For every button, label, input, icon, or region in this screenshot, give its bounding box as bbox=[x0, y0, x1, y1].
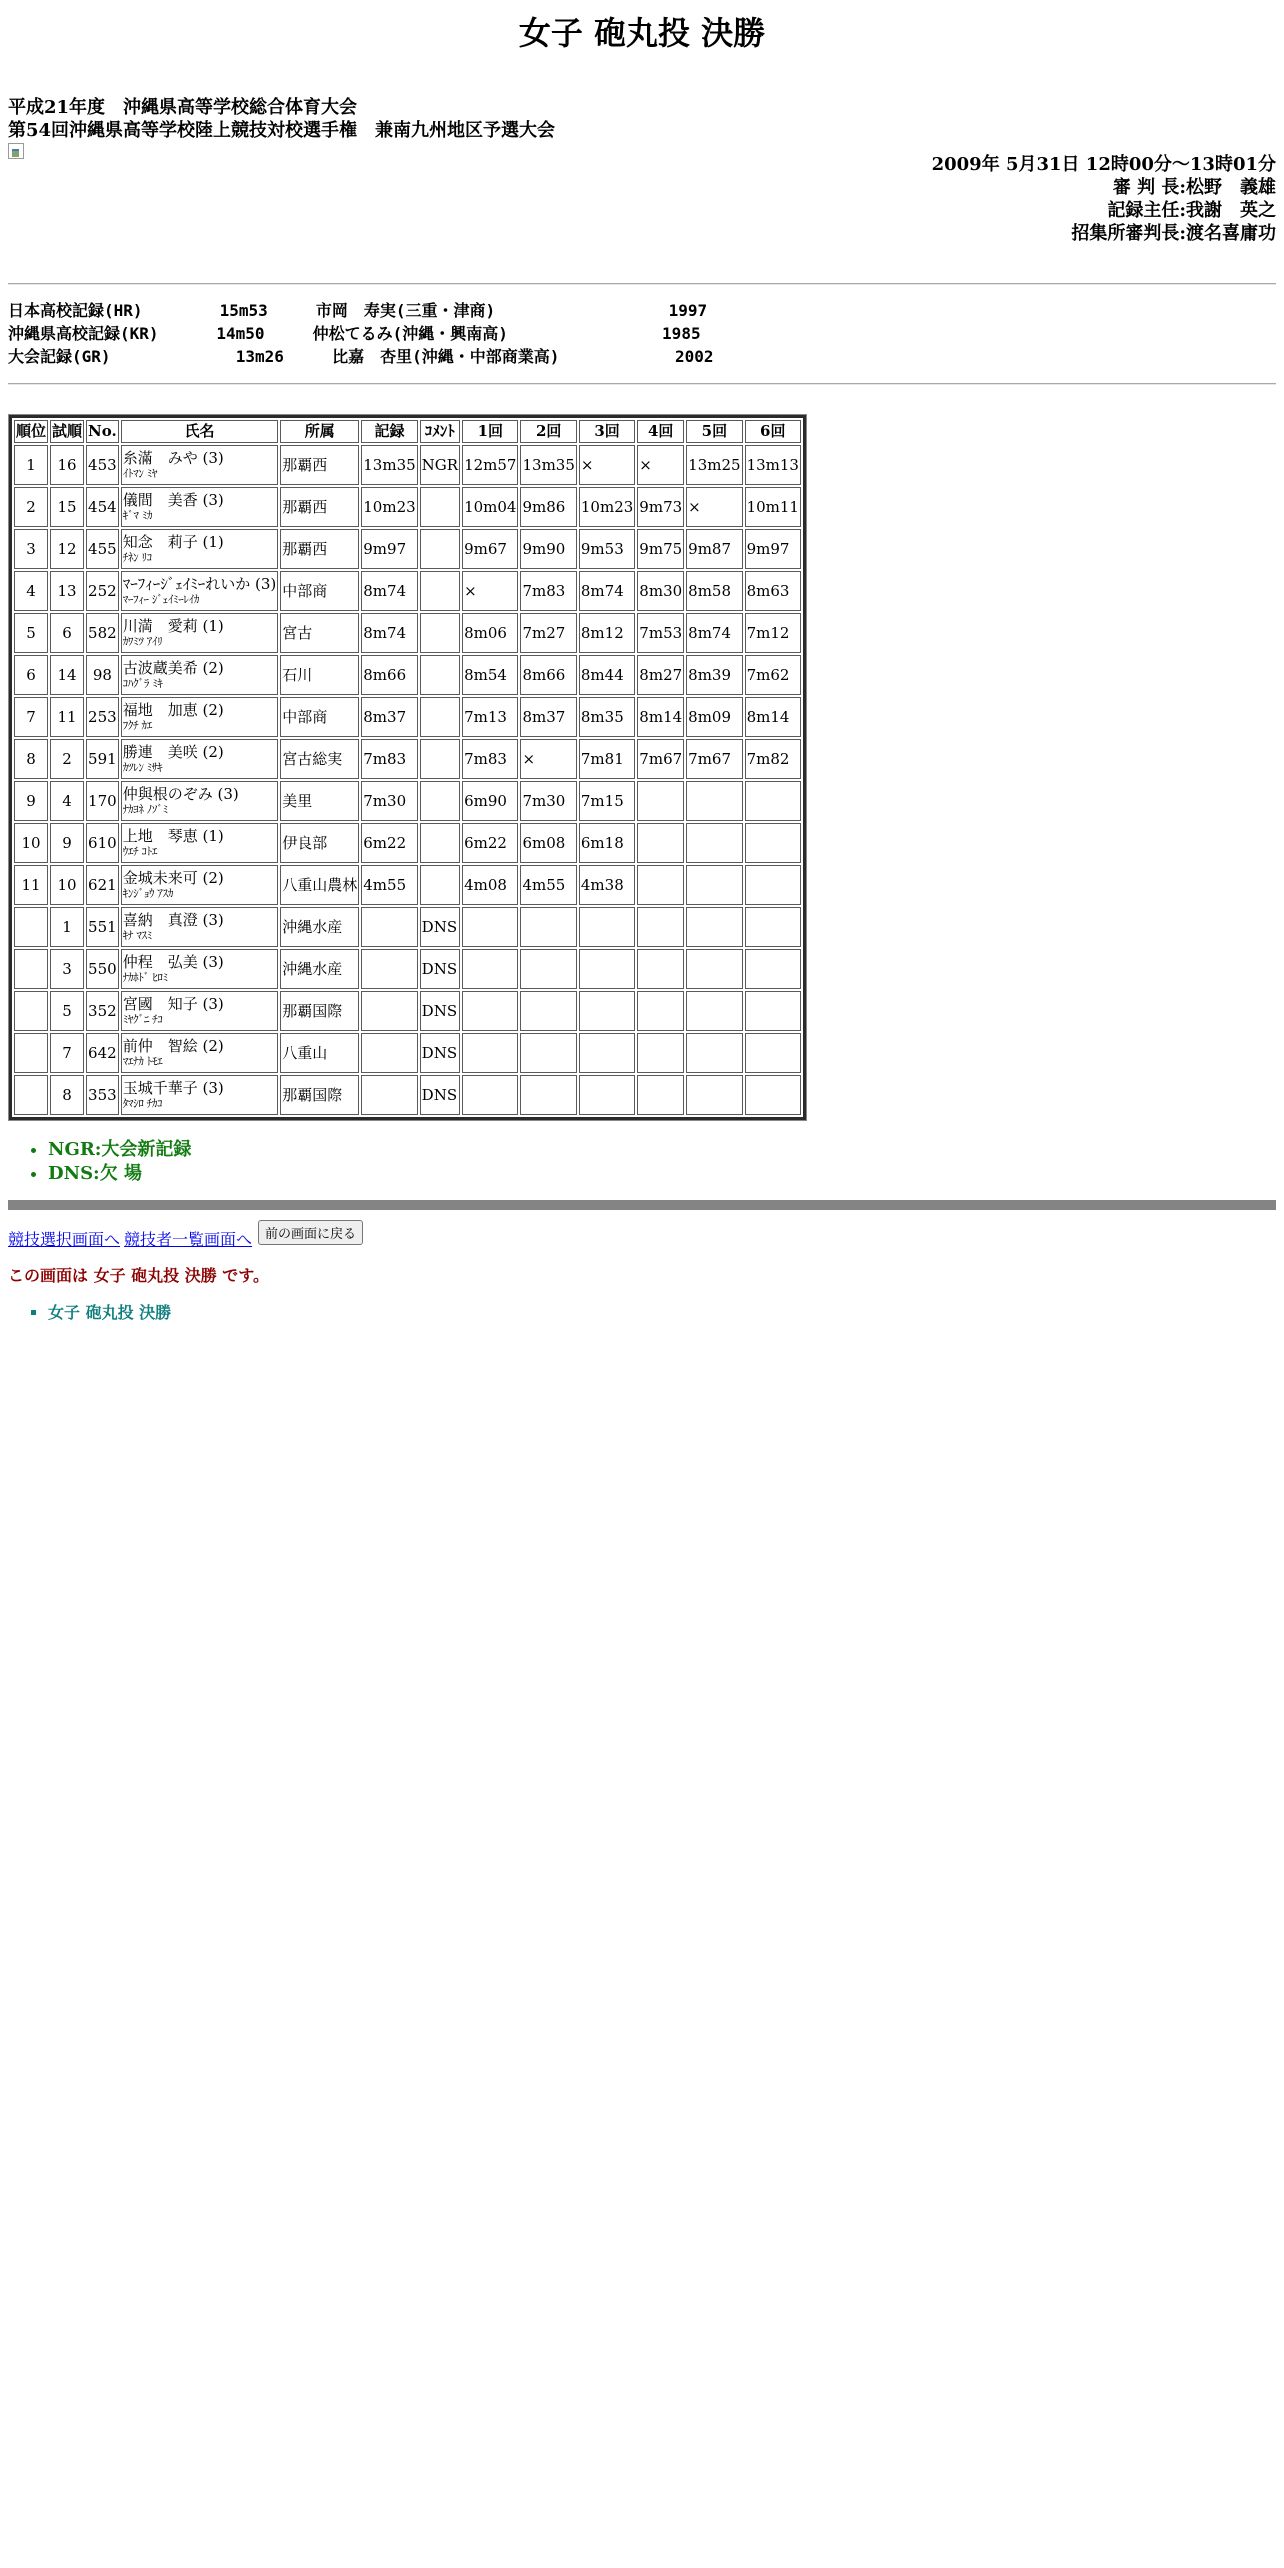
trial-5-cell: 9m87 bbox=[686, 529, 742, 569]
order-cell: 16 bbox=[50, 445, 84, 485]
trial-4-cell bbox=[637, 1075, 684, 1115]
record-cell bbox=[361, 949, 417, 989]
athlete-name-kana: ｲﾄﾏﾝ ﾐﾔ bbox=[122, 467, 158, 480]
order-cell: 14 bbox=[50, 655, 84, 695]
trial-3-cell: 7m15 bbox=[579, 781, 635, 821]
athlete-name: 仲與根のぞみ (3) bbox=[122, 785, 239, 803]
comment-cell: DNS bbox=[420, 949, 460, 989]
current-event-item: ▪ 女子 砲丸投 決勝 bbox=[48, 1300, 1276, 1323]
order-cell: 12 bbox=[50, 529, 84, 569]
column-header: 記録 bbox=[361, 420, 417, 443]
column-header: 5回 bbox=[686, 420, 742, 443]
name-cell bbox=[121, 865, 279, 905]
trial-2-cell: 7m83 bbox=[520, 571, 576, 611]
table-row bbox=[14, 655, 801, 695]
rank-cell: 6 bbox=[14, 655, 48, 695]
order-cell: 15 bbox=[50, 487, 84, 527]
record-cell: 9m97 bbox=[361, 529, 417, 569]
table-row bbox=[14, 823, 801, 863]
table-row bbox=[14, 487, 801, 527]
order-cell: 10 bbox=[50, 865, 84, 905]
trial-4-cell: 7m67 bbox=[637, 739, 684, 779]
team-cell: 宮古総実 bbox=[280, 739, 359, 779]
name-cell bbox=[121, 613, 279, 653]
comment-cell: DNS bbox=[420, 991, 460, 1031]
bib-number-cell: 454 bbox=[86, 487, 119, 527]
trial-4-cell bbox=[637, 907, 684, 947]
record-cell: 4m55 bbox=[361, 865, 417, 905]
record-hr: 日本高校記録(HR) 15m53 市岡 寿実(三重・津商) 1997 bbox=[8, 301, 708, 320]
record-cell: 8m74 bbox=[361, 571, 417, 611]
table-row bbox=[14, 991, 801, 1031]
comment-cell bbox=[420, 697, 460, 737]
trial-1-cell: 10m04 bbox=[462, 487, 518, 527]
trial-5-cell bbox=[686, 1033, 742, 1073]
comment-cell bbox=[420, 739, 460, 779]
trial-2-cell: × bbox=[520, 739, 576, 779]
trial-4-cell bbox=[637, 781, 684, 821]
name-cell bbox=[121, 991, 279, 1031]
bib-number-cell: 582 bbox=[86, 613, 119, 653]
name-cell bbox=[121, 445, 279, 485]
trial-1-cell: 8m06 bbox=[462, 613, 518, 653]
bib-number-cell: 453 bbox=[86, 445, 119, 485]
trial-4-cell bbox=[637, 949, 684, 989]
comment-cell bbox=[420, 865, 460, 905]
back-button[interactable]: 前の画面に戻る bbox=[258, 1220, 363, 1245]
name-cell bbox=[121, 655, 279, 695]
team-cell: 八重山 bbox=[280, 1033, 359, 1073]
trial-3-cell: 7m81 bbox=[579, 739, 635, 779]
bib-number-cell: 253 bbox=[86, 697, 119, 737]
bib-number-cell: 353 bbox=[86, 1075, 119, 1115]
rank-cell: 2 bbox=[14, 487, 48, 527]
rank-cell bbox=[14, 1075, 48, 1115]
record-cell: 8m66 bbox=[361, 655, 417, 695]
athlete-name-kana: ﾀﾏｼﾛ ﾁｶｺ bbox=[122, 1097, 163, 1110]
rank-cell: 10 bbox=[14, 823, 48, 863]
athlete-name-kana: ｳｴﾁ ｺﾄｴ bbox=[122, 845, 158, 858]
trial-5-cell: 8m74 bbox=[686, 613, 742, 653]
table-row bbox=[14, 781, 801, 821]
call-room-referee: 招集所審判長:渡名喜庸功 bbox=[1071, 223, 1276, 244]
trial-3-cell: 6m18 bbox=[579, 823, 635, 863]
trial-3-cell: 8m12 bbox=[579, 613, 635, 653]
trial-1-cell bbox=[462, 1033, 518, 1073]
screen-note: この画面は 女子 砲丸投 決勝 です。 bbox=[8, 1266, 270, 1285]
trial-3-cell: 9m53 bbox=[579, 529, 635, 569]
name-cell bbox=[121, 487, 279, 527]
comment-cell: DNS bbox=[420, 907, 460, 947]
competition-datetime: 2009年 5月31日 12時00分～13時01分 bbox=[931, 154, 1276, 175]
athlete-name: 仲程 弘美 (3) bbox=[122, 953, 224, 971]
trial-1-cell: 7m13 bbox=[462, 697, 518, 737]
trial-6-cell bbox=[745, 1075, 801, 1115]
broken-image-icon bbox=[8, 143, 24, 159]
trial-1-cell: 8m54 bbox=[462, 655, 518, 695]
record-cell: 8m74 bbox=[361, 613, 417, 653]
nav-bar bbox=[8, 1226, 1276, 1251]
trial-1-cell bbox=[462, 991, 518, 1031]
trial-4-cell: 9m75 bbox=[637, 529, 684, 569]
comment-cell bbox=[420, 823, 460, 863]
rank-cell: 9 bbox=[14, 781, 48, 821]
trial-2-cell bbox=[520, 991, 576, 1031]
legend-ngr: • NGR:大会新記録 bbox=[48, 1138, 1276, 1162]
trial-2-cell bbox=[520, 1033, 576, 1073]
record-cell: 7m83 bbox=[361, 739, 417, 779]
trial-5-cell: 8m58 bbox=[686, 571, 742, 611]
trial-6-cell: 13m13 bbox=[745, 445, 801, 485]
order-cell: 6 bbox=[50, 613, 84, 653]
trial-4-cell: 7m53 bbox=[637, 613, 684, 653]
comment-cell bbox=[420, 613, 460, 653]
athlete-name-kana: ｷﾞﾏ ﾐｶ bbox=[122, 509, 153, 522]
athlete-name: 知念 莉子 (1) bbox=[122, 533, 224, 551]
athlete-name: 喜納 真澄 (3) bbox=[122, 911, 224, 929]
trial-3-cell: 4m38 bbox=[579, 865, 635, 905]
comment-cell bbox=[420, 529, 460, 569]
order-cell: 5 bbox=[50, 991, 84, 1031]
order-cell: 1 bbox=[50, 907, 84, 947]
team-cell: 那覇西 bbox=[280, 487, 359, 527]
bib-number-cell: 551 bbox=[86, 907, 119, 947]
trial-1-cell: 4m08 bbox=[462, 865, 518, 905]
trial-6-cell: 10m11 bbox=[745, 487, 801, 527]
trial-6-cell: 9m97 bbox=[745, 529, 801, 569]
athlete-name: 儀間 美香 (3) bbox=[122, 491, 224, 509]
referee: 審 判 長:松野 義雄 bbox=[1112, 177, 1276, 198]
record-cell bbox=[361, 907, 417, 947]
trial-1-cell: 7m83 bbox=[462, 739, 518, 779]
name-cell bbox=[121, 739, 279, 779]
team-cell: 沖縄水産 bbox=[280, 949, 359, 989]
athlete-name-kana: ﾅｶﾎﾄﾞ ﾋﾛﾐ bbox=[122, 971, 168, 984]
trial-6-cell bbox=[745, 949, 801, 989]
team-cell: 美里 bbox=[280, 781, 359, 821]
trial-1-cell bbox=[462, 1075, 518, 1115]
trial-1-cell: × bbox=[462, 571, 518, 611]
trial-6-cell: 8m14 bbox=[745, 697, 801, 737]
team-cell: 宮古 bbox=[280, 613, 359, 653]
order-cell: 8 bbox=[50, 1075, 84, 1115]
name-cell bbox=[121, 697, 279, 737]
column-header: 2回 bbox=[520, 420, 576, 443]
athlete-name-kana: ﾏｰﾌｨｰ ｼﾞｪｲﾐｰﾚｲｶ bbox=[122, 593, 200, 606]
table-row bbox=[14, 613, 801, 653]
table-row bbox=[14, 445, 801, 485]
table-row bbox=[14, 949, 801, 989]
team-cell: 那覇国際 bbox=[280, 1075, 359, 1115]
athlete-name: 玉城千華子 (3) bbox=[122, 1079, 224, 1097]
trial-3-cell bbox=[579, 949, 635, 989]
column-header: 4回 bbox=[637, 420, 684, 443]
bib-number-cell: 591 bbox=[86, 739, 119, 779]
rank-cell: 4 bbox=[14, 571, 48, 611]
trial-3-cell bbox=[579, 1033, 635, 1073]
column-header: 試順 bbox=[50, 420, 84, 443]
trial-4-cell: 8m14 bbox=[637, 697, 684, 737]
order-cell: 13 bbox=[50, 571, 84, 611]
trial-4-cell: 8m30 bbox=[637, 571, 684, 611]
rank-cell: 8 bbox=[14, 739, 48, 779]
athlete-name: 福地 加恵 (2) bbox=[122, 701, 224, 719]
trial-4-cell bbox=[637, 865, 684, 905]
athlete-name: 糸滿 みや (3) bbox=[122, 449, 224, 467]
record-cell bbox=[361, 1075, 417, 1115]
athlete-name-kana: ﾁﾈﾝ ﾘｺ bbox=[122, 551, 152, 564]
bib-number-cell: 550 bbox=[86, 949, 119, 989]
column-header: 氏名 bbox=[121, 420, 279, 443]
table-row bbox=[14, 865, 801, 905]
column-header: 順位 bbox=[14, 420, 48, 443]
bib-number-cell: 352 bbox=[86, 991, 119, 1031]
trial-5-cell bbox=[686, 1075, 742, 1115]
team-cell: 中部商 bbox=[280, 571, 359, 611]
trial-2-cell: 13m35 bbox=[520, 445, 576, 485]
athlete-name: 上地 琴恵 (1) bbox=[122, 827, 224, 845]
athlete-name-kana: ﾌｸﾁ ｶｴ bbox=[122, 719, 152, 732]
table-row bbox=[14, 907, 801, 947]
athlete-name: 古波蔵美希 (2) bbox=[122, 659, 224, 677]
event-select-link[interactable]: 競技選択画面へ bbox=[8, 1230, 121, 1249]
athlete-name: 宮國 知子 (3) bbox=[122, 995, 224, 1013]
trial-6-cell: 7m62 bbox=[745, 655, 801, 695]
trial-3-cell: 8m44 bbox=[579, 655, 635, 695]
page-title: 女子 砲丸投 決勝 bbox=[518, 14, 766, 52]
trial-5-cell bbox=[686, 823, 742, 863]
athlete-name: 金城未来可 (2) bbox=[122, 869, 224, 887]
record-cell: 7m30 bbox=[361, 781, 417, 821]
bib-number-cell: 642 bbox=[86, 1033, 119, 1073]
name-cell bbox=[121, 781, 279, 821]
team-cell: 那覇西 bbox=[280, 529, 359, 569]
trial-1-cell: 9m67 bbox=[462, 529, 518, 569]
trial-1-cell: 6m90 bbox=[462, 781, 518, 821]
table-row bbox=[14, 739, 801, 779]
order-cell: 9 bbox=[50, 823, 84, 863]
legend-dns: • DNS:欠 場 bbox=[48, 1162, 1276, 1186]
athlete-name-kana: ﾏｴﾅｶ ﾄﾓｴ bbox=[122, 1055, 163, 1068]
order-cell: 2 bbox=[50, 739, 84, 779]
trial-4-cell: × bbox=[637, 445, 684, 485]
current-event-list bbox=[8, 1300, 1276, 1323]
team-cell: 伊良部 bbox=[280, 823, 359, 863]
athlete-name: 川満 愛莉 (1) bbox=[122, 617, 224, 635]
trial-6-cell: 7m12 bbox=[745, 613, 801, 653]
trial-4-cell bbox=[637, 991, 684, 1031]
chief-recorder: 記録主任:我謝 英之 bbox=[1107, 200, 1276, 221]
order-cell: 11 bbox=[50, 697, 84, 737]
record-gr: 大会記録(GR) 13m26 比嘉 杏里(沖縄・中部商業高) 2002 bbox=[8, 347, 714, 366]
trial-5-cell bbox=[686, 865, 742, 905]
column-header: 1回 bbox=[462, 420, 518, 443]
column-header: 6回 bbox=[745, 420, 801, 443]
team-cell: 八重山農林 bbox=[280, 865, 359, 905]
table-row bbox=[14, 529, 801, 569]
results-table bbox=[9, 415, 806, 1120]
trial-5-cell bbox=[686, 991, 742, 1031]
trial-6-cell bbox=[745, 1033, 801, 1073]
header-row bbox=[14, 420, 801, 443]
comment-cell bbox=[420, 655, 460, 695]
record-cell: 13m35 bbox=[361, 445, 417, 485]
athlete-name: 前仲 智絵 (2) bbox=[122, 1037, 224, 1055]
trial-4-cell bbox=[637, 1033, 684, 1073]
rank-cell bbox=[14, 907, 48, 947]
rank-cell bbox=[14, 1033, 48, 1073]
trial-3-cell: × bbox=[579, 445, 635, 485]
trial-4-cell bbox=[637, 823, 684, 863]
trial-3-cell bbox=[579, 907, 635, 947]
team-cell: 沖縄水産 bbox=[280, 907, 359, 947]
athlete-name-kana: ﾅｶﾖﾈ ﾉｿﾞﾐ bbox=[122, 803, 168, 816]
thick-divider bbox=[8, 1200, 1276, 1210]
trial-5-cell: × bbox=[686, 487, 742, 527]
trial-6-cell bbox=[745, 865, 801, 905]
athlete-name-kana: ﾐﾔｸﾞﾆ ﾁｺ bbox=[122, 1013, 163, 1026]
column-header: 3回 bbox=[579, 420, 635, 443]
name-cell bbox=[121, 907, 279, 947]
trial-2-cell bbox=[520, 1075, 576, 1115]
name-cell bbox=[121, 949, 279, 989]
team-cell: 中部商 bbox=[280, 697, 359, 737]
trial-3-cell bbox=[579, 991, 635, 1031]
athlete-name-kana: ｺﾊｸﾞﾗ ﾐｷ bbox=[122, 677, 163, 690]
record-cell: 6m22 bbox=[361, 823, 417, 863]
legend bbox=[8, 1138, 1276, 1186]
trial-2-cell: 6m08 bbox=[520, 823, 576, 863]
trial-3-cell: 8m74 bbox=[579, 571, 635, 611]
team-cell: 石川 bbox=[280, 655, 359, 695]
name-cell bbox=[121, 571, 279, 611]
athlete-name-kana: ｶﾜﾐﾂ ｱｲﾘ bbox=[122, 635, 163, 648]
trial-3-cell: 10m23 bbox=[579, 487, 635, 527]
trial-5-cell bbox=[686, 907, 742, 947]
team-cell: 那覇国際 bbox=[280, 991, 359, 1031]
trial-2-cell: 8m66 bbox=[520, 655, 576, 695]
rank-cell bbox=[14, 949, 48, 989]
trial-4-cell: 9m73 bbox=[637, 487, 684, 527]
trial-5-cell: 8m09 bbox=[686, 697, 742, 737]
order-cell: 3 bbox=[50, 949, 84, 989]
name-cell bbox=[121, 1033, 279, 1073]
trial-5-cell bbox=[686, 949, 742, 989]
trial-2-cell: 9m90 bbox=[520, 529, 576, 569]
table-row bbox=[14, 1033, 801, 1073]
bib-number-cell: 98 bbox=[86, 655, 119, 695]
trial-3-cell bbox=[579, 1075, 635, 1115]
comment-cell: NGR bbox=[420, 445, 460, 485]
meet-info bbox=[8, 96, 1276, 142]
name-cell bbox=[121, 823, 279, 863]
bib-number-cell: 621 bbox=[86, 865, 119, 905]
rank-cell: 1 bbox=[14, 445, 48, 485]
athlete-list-link[interactable]: 競技者一覧画面へ bbox=[124, 1230, 253, 1249]
rank-cell: 5 bbox=[14, 613, 48, 653]
team-cell: 那覇西 bbox=[280, 445, 359, 485]
trial-1-cell bbox=[462, 907, 518, 947]
athlete-name-kana: ｷﾝｼﾞｮｳ ｱｽｶ bbox=[122, 887, 174, 900]
athlete-name: 勝連 美咲 (2) bbox=[122, 743, 224, 761]
bib-number-cell: 610 bbox=[86, 823, 119, 863]
comment-cell: DNS bbox=[420, 1033, 460, 1073]
trial-2-cell: 8m37 bbox=[520, 697, 576, 737]
table-row bbox=[14, 571, 801, 611]
trial-5-cell: 13m25 bbox=[686, 445, 742, 485]
trial-5-cell bbox=[686, 781, 742, 821]
table-row bbox=[14, 697, 801, 737]
trial-6-cell bbox=[745, 907, 801, 947]
reference-records bbox=[8, 285, 1276, 383]
rank-cell: 3 bbox=[14, 529, 48, 569]
rank-cell: 7 bbox=[14, 697, 48, 737]
trial-6-cell bbox=[745, 781, 801, 821]
athlete-name-kana: ｷﾅ ﾏｽﾐ bbox=[122, 929, 152, 942]
trial-6-cell bbox=[745, 823, 801, 863]
trial-6-cell bbox=[745, 991, 801, 1031]
comment-cell: DNS bbox=[420, 1075, 460, 1115]
athlete-name-kana: ｶﾂﾚﾝ ﾐｻｷ bbox=[122, 761, 163, 774]
trial-1-cell bbox=[462, 949, 518, 989]
officials bbox=[8, 153, 1276, 245]
name-cell bbox=[121, 1075, 279, 1115]
trial-2-cell: 4m55 bbox=[520, 865, 576, 905]
bib-number-cell: 455 bbox=[86, 529, 119, 569]
column-header: No. bbox=[86, 420, 119, 443]
record-kr: 沖縄県高校記録(KR) 14m50 仲松てるみ(沖縄・興南高) 1985 bbox=[8, 324, 701, 343]
record-cell: 10m23 bbox=[361, 487, 417, 527]
rank-cell: 11 bbox=[14, 865, 48, 905]
order-cell: 7 bbox=[50, 1033, 84, 1073]
comment-cell bbox=[420, 487, 460, 527]
trial-3-cell: 8m35 bbox=[579, 697, 635, 737]
record-cell bbox=[361, 991, 417, 1031]
meet-line-2: 第54回沖縄県高等学校陸上競技対校選手権 兼南九州地区予選大会 bbox=[8, 120, 556, 141]
name-cell bbox=[121, 529, 279, 569]
trial-1-cell: 12m57 bbox=[462, 445, 518, 485]
trial-2-cell: 7m27 bbox=[520, 613, 576, 653]
order-cell: 4 bbox=[50, 781, 84, 821]
trial-5-cell: 8m39 bbox=[686, 655, 742, 695]
rank-cell bbox=[14, 991, 48, 1031]
trial-6-cell: 7m82 bbox=[745, 739, 801, 779]
trial-2-cell bbox=[520, 949, 576, 989]
trial-5-cell: 7m67 bbox=[686, 739, 742, 779]
trial-6-cell: 8m63 bbox=[745, 571, 801, 611]
meet-line-1: 平成21年度 沖縄県高等学校総合体育大会 bbox=[8, 97, 358, 118]
comment-cell bbox=[420, 781, 460, 821]
column-header: ｺﾒﾝﾄ bbox=[420, 420, 460, 443]
athlete-name: ﾏｰﾌｨｰｼﾞｪｲﾐｰれいか (3) bbox=[122, 575, 277, 593]
record-cell bbox=[361, 1033, 417, 1073]
trial-2-cell: 9m86 bbox=[520, 487, 576, 527]
trial-1-cell: 6m22 bbox=[462, 823, 518, 863]
trial-2-cell: 7m30 bbox=[520, 781, 576, 821]
table-row bbox=[14, 1075, 801, 1115]
column-header: 所属 bbox=[280, 420, 359, 443]
bib-number-cell: 170 bbox=[86, 781, 119, 821]
bib-number-cell: 252 bbox=[86, 571, 119, 611]
trial-2-cell bbox=[520, 907, 576, 947]
record-cell: 8m37 bbox=[361, 697, 417, 737]
comment-cell bbox=[420, 571, 460, 611]
trial-4-cell: 8m27 bbox=[637, 655, 684, 695]
